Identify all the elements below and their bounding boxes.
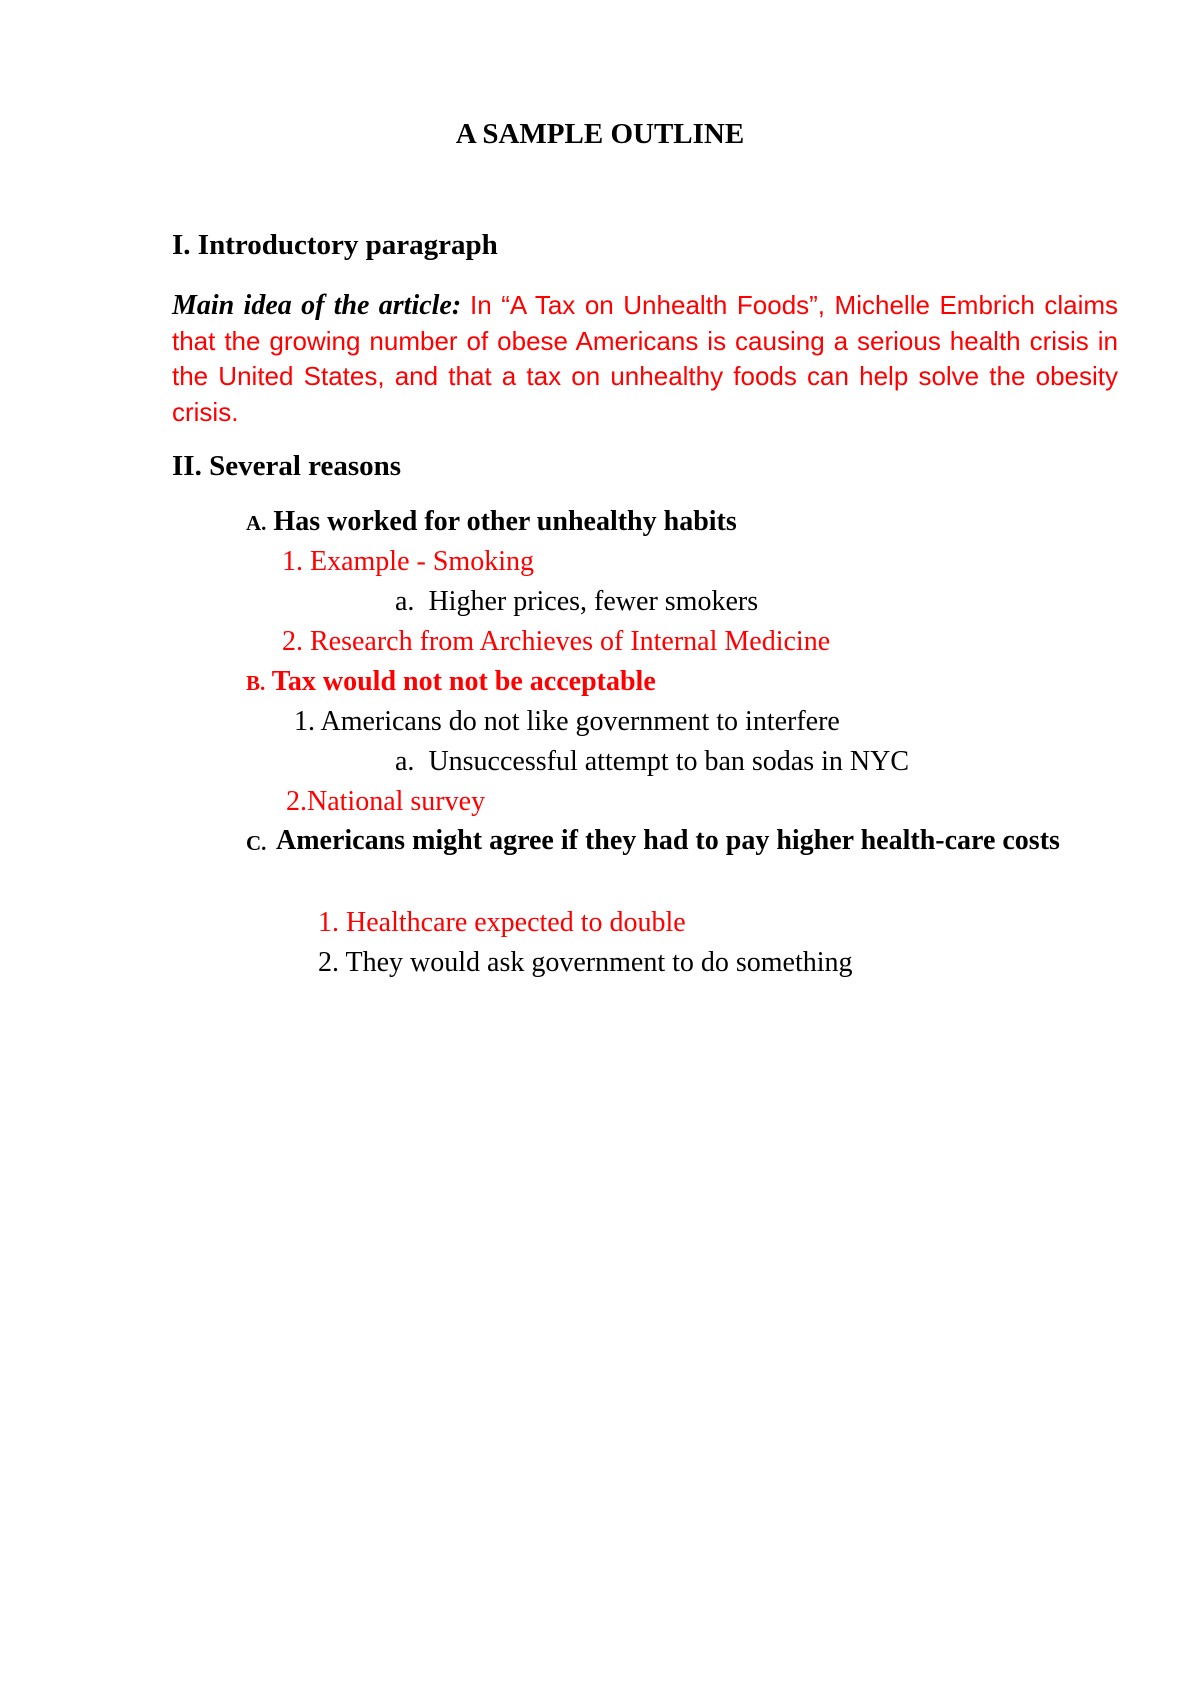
list-item-number: a. <box>395 746 415 777</box>
list-item-text: Americans do not like government to interfere <box>320 706 840 737</box>
list-item-b1a <box>395 748 909 776</box>
list-item-number: 2. <box>286 786 307 817</box>
list-item-text: Example - Smoking <box>310 546 534 577</box>
subheading-c-letter-wrap <box>246 828 266 856</box>
list-item-c1 <box>318 909 686 937</box>
page-title: A SAMPLE OUTLINE <box>455 118 745 150</box>
main-idea-label: Main idea of the article: <box>172 290 462 321</box>
main-idea-paragraph <box>172 288 1118 430</box>
subheading-c-text: Americans might agree if they had to pay higher health-care costs <box>276 825 1060 856</box>
list-item-b2 <box>286 788 485 816</box>
subheading-b <box>246 668 656 696</box>
list-item-number: 1. <box>318 907 339 938</box>
subheading-a-letter: A. <box>246 511 267 535</box>
list-item-b1 <box>294 708 840 736</box>
list-item-number: 1. <box>294 706 315 737</box>
list-item-text: National survey <box>307 786 486 817</box>
main-idea-text: In “A Tax on Unhealth Foods”, Michelle Embrich claims that the growing number of obese Americans is causing a serious health crisis in the United States, and that a tax on unhealthy foods can help solve the obesity crisis. <box>172 290 1119 427</box>
subheading-a <box>246 508 737 536</box>
list-item-text: Unsuccessful attempt to ban sodas in NYC <box>428 746 910 777</box>
subheading-b-letter: B. <box>246 671 266 695</box>
subheading-a-text: Has worked for other unhealthy habits <box>273 506 737 537</box>
list-item-a1a <box>395 588 758 616</box>
list-item-number: 2. <box>318 947 339 978</box>
subheading-c-letter: C. <box>246 831 267 855</box>
list-item-number: a. <box>395 586 415 617</box>
list-item-a2 <box>282 628 830 656</box>
list-item-number: 1. <box>282 546 303 577</box>
list-item-text: Higher prices, fewer smokers <box>428 586 759 617</box>
list-item-text: Healthcare expected to double <box>346 907 686 938</box>
list-item-c2 <box>318 949 853 977</box>
subheading-b-text: Tax would not not be acceptable <box>271 666 656 697</box>
section-heading-introductory: I. Introductory paragraph <box>172 229 498 261</box>
list-item-text: Research from Archieves of Internal Medicine <box>310 626 831 657</box>
list-item-number: 2. <box>282 626 303 657</box>
section-heading-reasons: II. Several reasons <box>172 450 402 482</box>
list-item-text: They would ask government to do something <box>345 947 853 978</box>
list-item-a1 <box>282 548 534 576</box>
